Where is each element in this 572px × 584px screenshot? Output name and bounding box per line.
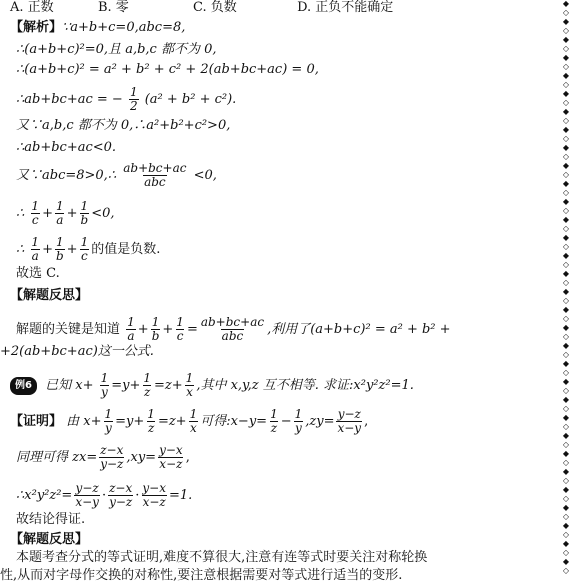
border-ornament-icon: ◆: [562, 449, 570, 458]
border-ornament-icon: ◇: [562, 278, 570, 287]
option-row: [10, 0, 393, 16]
border-ornament-icon: ◆: [562, 539, 570, 548]
decorative-border: [562, 0, 570, 575]
border-ornament-icon: ◇: [562, 404, 570, 413]
proof-label: 【证明】: [10, 414, 63, 429]
border-ornament-icon: ◇: [562, 116, 570, 125]
border-ornament-icon: ◆: [562, 125, 570, 134]
border-ornament-icon: ◆: [562, 305, 570, 314]
border-ornament-icon: ◆: [562, 89, 570, 98]
analysis-line-9: ∴ $\frac{1}{a}$ + $\frac{1}{b}$ + $\frac{1}{c}$ 的值是负数.: [16, 235, 161, 263]
border-ornament-icon: ◇: [562, 386, 570, 395]
border-ornament-icon: ◇: [562, 98, 570, 107]
border-ornament-icon: ◆: [562, 503, 570, 512]
border-ornament-icon: ◆: [562, 359, 570, 368]
border-ornament-icon: ◆: [562, 413, 570, 422]
border-ornament-icon: ◆: [562, 161, 570, 170]
analysis-label: 【解析】: [10, 20, 63, 35]
proof-conclusion: 故结论得证.: [16, 512, 86, 527]
border-ornament-icon: ◆: [562, 53, 570, 62]
proof-line-2: 同理可得 zx= $\frac{z-x}{y-z}$ ,xy= $\frac{y-x}{x-z}$ ,: [16, 443, 190, 471]
option-c: C. 负数: [193, 0, 237, 15]
border-ornament-icon: ◆: [562, 377, 570, 386]
border-ornament-icon: ◆: [562, 251, 570, 260]
analysis-line-4: ∴ab+bc+ac = − $\frac{1}{2}$ (a² + b² + c²).: [16, 85, 237, 113]
fraction-sum-over-abc: $\frac{ab+bc+ac}{\text{abc}}$: [123, 161, 187, 189]
analysis-line-7: 又∵abc=8>0,∴ $\frac{ab+bc+ac}{\text{abc}}$ <0,: [16, 161, 217, 189]
reflection-2-line-2: 性,从而对字母作交换的对称性,要注意根据需要对等式进行适当的变形.: [0, 568, 403, 583]
analysis-conclusion: 故选 C.: [16, 266, 60, 281]
border-ornament-icon: ◆: [562, 17, 570, 26]
border-ornament-icon: ◇: [562, 476, 570, 485]
reflection-1-line-2: +2(ab+bc+ac)这一公式.: [0, 344, 154, 359]
border-ornament-icon: ◇: [562, 440, 570, 449]
reflection-2-line-1: 本题考查分式的等式证明,难度不算很大,注意有连等式时要关注对称轮换: [16, 550, 428, 565]
option-a: A. 正数: [10, 0, 54, 15]
fraction-one-half: $\frac{1}{2}$: [129, 85, 138, 113]
border-ornament-icon: ◆: [562, 323, 570, 332]
analysis-line-3: ∴(a+b+c)² = a² + b² + c² + 2(ab+bc+ac) = 0,: [16, 62, 319, 77]
border-ornament-icon: ◇: [562, 458, 570, 467]
border-ornament-icon: ◇: [562, 134, 570, 143]
border-ornament-icon: ◇: [562, 494, 570, 503]
analysis-line-1: 【解析】∵a+b+c=0,abc=8,: [10, 20, 186, 35]
border-ornament-icon: ◇: [562, 8, 570, 17]
border-ornament-icon: ◇: [562, 224, 570, 233]
analysis-line-6: ∴ab+bc+ac<0.: [16, 140, 117, 155]
border-ornament-icon: ◇: [562, 188, 570, 197]
border-ornament-icon: ◆: [562, 485, 570, 494]
analysis-line-8: ∴ $\frac{1}{c}$ + $\frac{1}{a}$ + $\frac{1}{b}$ <0,: [16, 199, 115, 227]
border-ornament-icon: ◇: [562, 62, 570, 71]
border-ornament-icon: ◇: [562, 26, 570, 35]
border-ornament-icon: ◇: [562, 44, 570, 53]
border-ornament-icon: ◆: [562, 287, 570, 296]
border-ornament-icon: ◆: [562, 395, 570, 404]
border-ornament-icon: ◆: [562, 71, 570, 80]
border-ornament-icon: ◇: [562, 152, 570, 161]
border-ornament-icon: ◇: [562, 80, 570, 89]
border-ornament-icon: ◆: [562, 143, 570, 152]
border-ornament-icon: ◆: [562, 431, 570, 440]
border-ornament-icon: ◆: [562, 179, 570, 188]
border-ornament-icon: ◇: [562, 350, 570, 359]
option-d: D. 正负不能确定: [297, 0, 394, 15]
border-ornament-icon: ◇: [562, 422, 570, 431]
reflection-1-line-1: 解题的关键是知道 $\frac{1}{a}$ + $\frac{1}{b}$ + $\frac{1}{c}$ = $\frac{ab+bc+ac}{\text{abc}}$ ,利用了(a+b+c)² = a² + b² +: [16, 315, 451, 343]
border-ornament-icon: ◆: [562, 0, 570, 8]
border-ornament-icon: ◆: [562, 557, 570, 566]
border-ornament-icon: ◆: [562, 467, 570, 476]
border-ornament-icon: ◇: [562, 368, 570, 377]
analysis-line-2: ∴(a+b+c)²=0,且 a,b,c 都不为 0,: [16, 42, 217, 57]
example-6: 例6 已知 x+ $\frac{1}{y}$ =y+ $\frac{1}{z}$ =z+ $\frac{1}{x}$ ,其中 x,y,z 互不相等. 求证:x²y²z²=1.: [10, 372, 414, 399]
border-ornament-icon: ◆: [562, 521, 570, 530]
border-ornament-icon: ◆: [562, 233, 570, 242]
border-ornament-icon: ◇: [562, 242, 570, 251]
example-badge: 例6: [10, 377, 37, 395]
reflection-1-label: 【解题反思】: [10, 288, 89, 303]
border-ornament-icon: ◇: [562, 332, 570, 341]
border-ornament-icon: ◇: [562, 512, 570, 521]
border-ornament-icon: ◇: [562, 530, 570, 539]
proof-line-1: 【证明】 由 x+ $\frac{1}{y}$ =y+ $\frac{1}{z}$ =z+ $\frac{1}{x}$ 可得:x−y= $\frac{1}{z}$ − $\frac{1}{y}$ ,zy= $\frac{y-z}{x-y}$ ,: [10, 407, 369, 435]
border-ornament-icon: ◇: [562, 170, 570, 179]
border-ornament-icon: ◆: [562, 341, 570, 350]
border-ornament-icon: ◇: [562, 314, 570, 323]
border-ornament-icon: ◇: [562, 206, 570, 215]
border-ornament-icon: ◇: [562, 260, 570, 269]
border-ornament-icon: ◇: [562, 566, 570, 575]
reflection-2-label: 【解题反思】: [10, 532, 89, 547]
border-ornament-icon: ◆: [562, 197, 570, 206]
border-ornament-icon: ◆: [562, 107, 570, 116]
border-ornament-icon: ◇: [562, 296, 570, 305]
option-b: B. 零: [97, 0, 129, 15]
border-ornament-icon: ◇: [562, 548, 570, 557]
fraction-sum-over-abc-2: $\frac{ab+bc+ac}{\text{abc}}$: [200, 315, 265, 343]
analysis-line-5: 又∵a,b,c 都不为 0,∴a²+b²+c²>0,: [16, 118, 231, 133]
border-ornament-icon: ◆: [562, 215, 570, 224]
border-ornament-icon: ◆: [562, 269, 570, 278]
border-ornament-icon: ◆: [562, 35, 570, 44]
proof-line-3: ∴x²y²z²= $\frac{y-z}{x-y}$ · $\frac{z-x}{y-z}$ · $\frac{y-x}{x-z}$ =1.: [16, 481, 193, 509]
